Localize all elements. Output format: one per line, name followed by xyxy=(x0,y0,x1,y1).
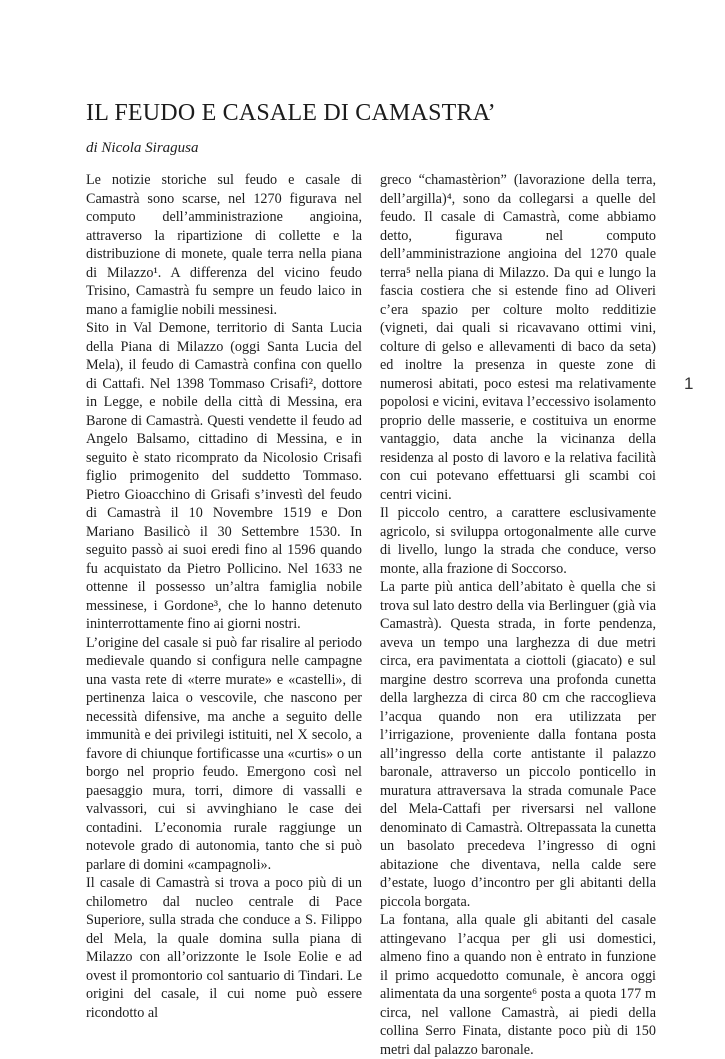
paragraph: Il casale di Camastrà si trova a poco più di un chilometro dal nucleo centrale di Pace Superiore, sulla strada che conduce a S. Filippo del Mela, la quale domina sulla piana di Milazzo con all’orizzonte le Isole Eolie e ad ovest il promontorio col santuario di Tindari. Le origini del casale, il cui nome può essere ricondotto al xyxy=(86,875,362,1021)
paragraph: Sito in Val Demone, territorio di Santa Lucia della Piana di Milazzo (oggi Santa Lucia del Mela), il feudo di Camastrà confina con quello di Cattafi. Nel 1398 Tommaso Crisafi², dottore in Legge, e nobile della città di Messina, era Barone di Camastrà. Questi vendette il feudo ad Angelo Balsamo, cittadino di Messina, e in seguito è stato ricomprato da Nicolosio Crisafi figlio primogenito del suddetto Tommaso. Pietro Gioacchino di Grisafi s’investì del feudo di Camastrà il 10 Novembre 1519 e Don Mariano Basilicò il 30 Settembre 1530. In seguito passò ai suoi eredi fino al 1596 quando fu acquistato da Pietro Pollicino. Nel 1633 ne ottenne il possesso un’altra famiglia nobile messinese, i Gordone³, che lo hanno detenuto ininterrottamente fino ai giorni nostri. xyxy=(86,320,362,632)
paragraph: L’origine del casale si può far risalire al periodo medievale quando si configura nelle campagne una vasta rete di «terre murate» e «castelli», di pertinenza laica o vescovile, che nascono per necessità difensive, ma anche a seguito delle immunità e dei privilegi istituiti, nel X secolo, a favore di chiunque fortificasse una «curtis» o un borgo nel proprio feudo. Emergono così nel paesaggio mura, torri, dimore di vassalli e valvassori, cui si avvinghiano le case dei contadini. L’economia rurale raggiunge un notevole grado di autonomia, tanto che si può parlare di domini «campagnoli». xyxy=(86,634,362,873)
paragraph: La parte più antica dell’abitato è quella che si trova sul lato destro della via Berlinguer (già via Camastrà). Questa strada, in forte pendenza, aveva un tempo una larghezza di due metri circa, era pavimentata a ciottoli (giacato) e sul margine destro scorreva una profonda cunetta della larghezza di circa 80 cm che raccoglieva l’acqua quando non era utilizzata per l’irrigazione, proveniente dalla fontana posta all’ingresso della corte antistante il palazzo baronale, attraverso un piccolo ponticello in muratura attraversava la strada comunale Pace del Mela-Cattafi per riversarsi nel vallone denominato di Camastrà. Oltrepassata la cunetta un basolato precedeva l’ingresso di ogni abitazione che diventava, nella calde sere d’estate, luogo d’incontro per gli abitanti della piccola borgata. xyxy=(380,579,656,910)
article-author: di Nicola Siragusa xyxy=(86,140,199,156)
paragraph: greco “chamastèrion” (lavorazione della terra, dell’argilla)⁴, sono da collegarsi a quelle del feudo. Il casale di Camastrà, come abbiamo detto, figurava nel computo dell’amministrazione angioina del 1270 quale terra⁵ nella piana di Milazzo. Da qui e lungo la fascia costiera che si estende fino ad Oliveri c’era spazio per colture molto redditizie (vigneti, dai quali si ricavavano ottimi vini, colture di gelso e allevamenti di baco da seta) ed inoltre la presenza in queste zone di numerosi abitati, poco estesi ma relativamente popolosi e vicini, evitava l’eccessivo isolamento proprio delle masserie, e costituiva un enorme vantaggio, data anche la vicinanza della residenza al posto di lavoro e la relativa facilità con cui potevano effettuarsi gli scambi coi centri vicini. xyxy=(380,172,656,503)
paragraph: Il piccolo centro, a carattere esclusivamente agricolo, si sviluppa ortogonalmente alle curve di livello, lungo la strada che conduce, verso monte, alla frazione di Soccorso. xyxy=(380,505,656,577)
paragraph: Le notizie storiche sul feudo e casale di Camastrà sono scarse, nel 1270 figurava nel computo dell’amministrazione angioina, attraverso la ripartizione di collette e la distribuzione di monete, quale terra nella piana di Milazzo¹. A differenza del vicino feudo Trisino, Camastrà fu sempre un feudo laico in mano a famiglie nobili messinesi. xyxy=(86,172,362,318)
article-title: IL FEUDO E CASALE DI CAMASTRA’ xyxy=(86,100,496,126)
text-column-left xyxy=(86,171,362,1022)
paragraph: La fontana, alla quale gli abitanti del casale attingevano l’acqua per gli usi domestici, almeno fino a quando non è entrato in funzione il primo acquedotto comunale, è ancora oggi alimentata da una sorgente⁶ posta a quota 177 m circa, nel vallone Camastrà, ai piedi della collina Serro Finata, distante poco più di 150 metri dal palazzo baronale. xyxy=(380,912,656,1058)
text-column-right xyxy=(380,171,656,1059)
page-number: 1 xyxy=(684,374,694,393)
